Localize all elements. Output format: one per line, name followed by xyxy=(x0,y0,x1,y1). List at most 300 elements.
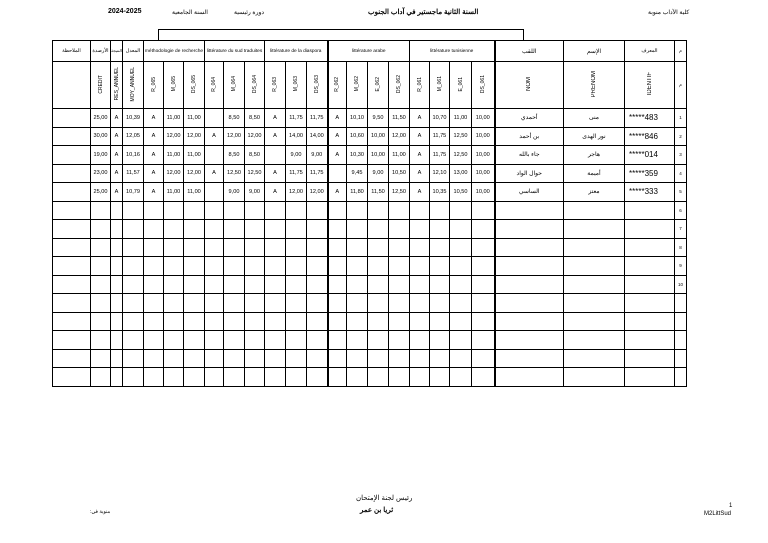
cell-ds064 xyxy=(245,349,265,368)
cell-ds063 xyxy=(307,220,328,239)
cell-e061: 10,50 xyxy=(450,183,472,202)
r065-subheader: R_065 xyxy=(144,62,164,109)
cell-m064 xyxy=(224,220,245,239)
cell-credit xyxy=(91,275,111,294)
cell-r062 xyxy=(328,164,347,183)
moyenne-header: المعدل xyxy=(123,41,144,62)
cell-credit xyxy=(91,201,111,220)
litt-diaspora-header: littérature de la diaspora xyxy=(265,41,328,62)
document-code: M2LittSud xyxy=(704,511,732,517)
identifiant-header: المعرف xyxy=(625,41,675,62)
president-title: رئيس لجنة الإمتحان xyxy=(356,495,413,502)
cell-r062: A xyxy=(328,146,347,165)
session-label: دورة رئيسية xyxy=(234,10,265,16)
cell-e061 xyxy=(450,238,472,257)
cell-note xyxy=(53,220,91,239)
table-row xyxy=(53,349,687,368)
cell-m062: 10,30 xyxy=(347,146,368,165)
cell-ds065 xyxy=(184,220,205,239)
cell-moy xyxy=(123,294,144,313)
remarque-header: الملاحظة xyxy=(53,41,91,62)
cell-moy xyxy=(123,201,144,220)
m065-subheader: M_065 xyxy=(164,62,184,109)
cell-e062 xyxy=(368,294,389,313)
res-annuel-subheader: RES_ANNUEL xyxy=(111,62,123,109)
cell-nom: أحمدي xyxy=(495,109,564,128)
remarque-subheader xyxy=(53,62,91,109)
cell-r063 xyxy=(265,146,286,165)
cell-r063 xyxy=(265,331,286,350)
cell-ds063: 12,00 xyxy=(307,183,328,202)
cell-m061: 10,00 xyxy=(472,127,495,146)
cell-row-number xyxy=(675,331,687,350)
cell-ds061: 12,10 xyxy=(430,164,450,183)
cell-e061 xyxy=(450,294,472,313)
cell-prenom: نور الهدى xyxy=(564,127,625,146)
cell-m061 xyxy=(472,312,495,331)
cell-row-number: 4 xyxy=(675,164,687,183)
cell-r061 xyxy=(410,294,430,313)
cell-r062 xyxy=(328,257,347,276)
table-row xyxy=(53,183,687,202)
cell-m064 xyxy=(224,368,245,387)
cell-ds062: 11,50 xyxy=(389,109,410,128)
cell-r065 xyxy=(144,312,164,331)
cell-r062 xyxy=(328,368,347,387)
cell-r062 xyxy=(328,331,347,350)
cell-r065 xyxy=(144,238,164,257)
cell-nom xyxy=(495,220,564,239)
cell-r061 xyxy=(410,275,430,294)
cell-ds064: 9,00 xyxy=(245,183,265,202)
cell-m061 xyxy=(472,201,495,220)
cell-m064 xyxy=(224,331,245,350)
cell-m064 xyxy=(224,275,245,294)
cell-nom xyxy=(495,368,564,387)
cell-r061 xyxy=(410,257,430,276)
cell-nom xyxy=(495,349,564,368)
cell-identif xyxy=(625,312,675,331)
cell-row-number: 5 xyxy=(675,183,687,202)
litt-tunisienne-header: littérature tunisienne xyxy=(410,41,495,62)
cell-r062 xyxy=(328,220,347,239)
table-row xyxy=(53,368,687,387)
cell-m063 xyxy=(286,275,307,294)
cell-ds063 xyxy=(307,312,328,331)
cell-row-number: 1 xyxy=(675,109,687,128)
cell-moy xyxy=(123,349,144,368)
moy-annuel-subheader: MOY_ANNUEL xyxy=(123,62,144,109)
cell-m063: 11,75 xyxy=(286,164,307,183)
cell-m062: 10,60 xyxy=(347,127,368,146)
cell-ds065: 11,00 xyxy=(184,183,205,202)
cell-nom xyxy=(495,275,564,294)
cell-ds062 xyxy=(389,275,410,294)
cell-credit xyxy=(91,368,111,387)
cell-ds063 xyxy=(307,238,328,257)
cell-res xyxy=(111,201,123,220)
cell-ds061 xyxy=(430,312,450,331)
cell-ds064 xyxy=(245,257,265,276)
cell-e062: 10,00 xyxy=(368,127,389,146)
cell-identif xyxy=(625,201,675,220)
row-number-subheader: م xyxy=(675,62,687,109)
cell-m065: 11,00 xyxy=(164,146,184,165)
cell-e061: 12,50 xyxy=(450,146,472,165)
credit-header: الأرصدة xyxy=(91,41,111,62)
cell-ds063 xyxy=(307,294,328,313)
cell-ds063: 11,75 xyxy=(307,164,328,183)
cell-note xyxy=(53,109,91,128)
cell-note xyxy=(53,164,91,183)
cell-ds063 xyxy=(307,349,328,368)
cell-ds065: 11,00 xyxy=(184,146,205,165)
cell-e061 xyxy=(450,257,472,276)
cell-r064 xyxy=(205,312,224,331)
cell-moy xyxy=(123,220,144,239)
cell-m061 xyxy=(472,368,495,387)
cell-e061 xyxy=(450,368,472,387)
cell-nom xyxy=(495,331,564,350)
cell-e061: 11,00 xyxy=(450,109,472,128)
cell-m061 xyxy=(472,331,495,350)
cell-m063: 11,75 xyxy=(286,109,307,128)
table-top-frame xyxy=(158,29,524,40)
cell-prenom xyxy=(564,201,625,220)
cell-m065 xyxy=(164,201,184,220)
cell-m063 xyxy=(286,368,307,387)
cell-note xyxy=(53,294,91,313)
cell-res xyxy=(111,368,123,387)
cell-r064 xyxy=(205,349,224,368)
cell-r062 xyxy=(328,349,347,368)
table-row xyxy=(53,164,687,183)
cell-ds065 xyxy=(184,368,205,387)
resultat-header: النتيجة xyxy=(111,41,123,62)
cell-r064 xyxy=(205,109,224,128)
cell-r061: A xyxy=(410,109,430,128)
cell-r061: A xyxy=(410,146,430,165)
cell-prenom xyxy=(564,294,625,313)
cell-ds062: 12,50 xyxy=(389,183,410,202)
cell-m064 xyxy=(224,238,245,257)
cell-e062 xyxy=(368,201,389,220)
cell-r064: A xyxy=(205,127,224,146)
cell-ds061 xyxy=(430,257,450,276)
cell-ds064 xyxy=(245,238,265,257)
identif-subheader: IDENTIF xyxy=(625,62,675,109)
cell-m061 xyxy=(472,349,495,368)
cell-identif xyxy=(625,349,675,368)
cell-ds065 xyxy=(184,349,205,368)
cell-e062 xyxy=(368,257,389,276)
cell-ds061 xyxy=(430,220,450,239)
cell-res xyxy=(111,312,123,331)
cell-m062 xyxy=(347,220,368,239)
cell-r065 xyxy=(144,201,164,220)
cell-identif xyxy=(625,238,675,257)
cell-ds064: 12,00 xyxy=(245,127,265,146)
cell-m064 xyxy=(224,312,245,331)
cell-m064: 8,50 xyxy=(224,109,245,128)
cell-credit xyxy=(91,294,111,313)
cell-identif xyxy=(625,294,675,313)
cell-r061 xyxy=(410,368,430,387)
cell-m061 xyxy=(472,238,495,257)
nom-header: اللقب xyxy=(495,41,564,62)
table-row xyxy=(53,312,687,331)
cell-m063 xyxy=(286,201,307,220)
cell-credit xyxy=(91,331,111,350)
cell-prenom: أميمة xyxy=(564,164,625,183)
cell-r061 xyxy=(410,238,430,257)
cell-e061 xyxy=(450,349,472,368)
cell-e062: 11,50 xyxy=(368,183,389,202)
cell-moy xyxy=(123,275,144,294)
cell-moy xyxy=(123,238,144,257)
cell-m062 xyxy=(347,238,368,257)
cell-e061 xyxy=(450,220,472,239)
cell-r065 xyxy=(144,294,164,313)
subheader-row xyxy=(53,62,687,109)
cell-ds062 xyxy=(389,238,410,257)
cell-identif xyxy=(625,257,675,276)
cell-ds062 xyxy=(389,349,410,368)
cell-r063: A xyxy=(265,183,286,202)
cell-note xyxy=(53,368,91,387)
cell-m061: 10,00 xyxy=(472,183,495,202)
table-row xyxy=(53,201,687,220)
cell-ds063 xyxy=(307,257,328,276)
cell-m062 xyxy=(347,368,368,387)
cell-e061 xyxy=(450,312,472,331)
cell-nom xyxy=(495,238,564,257)
cell-moy xyxy=(123,368,144,387)
cell-m062 xyxy=(347,201,368,220)
cell-note xyxy=(53,201,91,220)
cell-r061 xyxy=(410,201,430,220)
cell-r065 xyxy=(144,349,164,368)
cell-nom: بن أحمد xyxy=(495,127,564,146)
cell-res: A xyxy=(111,127,123,146)
cell-ds064 xyxy=(245,201,265,220)
cell-prenom: معتز xyxy=(564,183,625,202)
table-row xyxy=(53,257,687,276)
cell-ds065 xyxy=(184,201,205,220)
cell-r065 xyxy=(144,368,164,387)
cell-r064 xyxy=(205,331,224,350)
cell-ds062: 12,00 xyxy=(389,127,410,146)
cell-row-number xyxy=(675,312,687,331)
cell-moy: 10,16 xyxy=(123,146,144,165)
cell-r061 xyxy=(410,312,430,331)
cell-r064 xyxy=(205,294,224,313)
cell-moy xyxy=(123,257,144,276)
cell-ds062 xyxy=(389,331,410,350)
ds064-subheader: DS_064 xyxy=(245,62,265,109)
cell-r065: A xyxy=(144,109,164,128)
cell-m061 xyxy=(472,275,495,294)
cell-r065: A xyxy=(144,164,164,183)
cell-m064 xyxy=(224,294,245,313)
cell-e062 xyxy=(368,275,389,294)
cell-m062 xyxy=(347,294,368,313)
cell-r064 xyxy=(205,275,224,294)
cell-moy: 10,79 xyxy=(123,183,144,202)
prenom-header: الإسم xyxy=(564,41,625,62)
ds065-subheader: DS_065 xyxy=(184,62,205,109)
cell-ds065 xyxy=(184,312,205,331)
cell-ds061: 10,70 xyxy=(430,109,450,128)
table-row xyxy=(53,146,687,165)
cell-ds062: 10,50 xyxy=(389,164,410,183)
cell-m062 xyxy=(347,349,368,368)
cell-m061: 10,00 xyxy=(472,109,495,128)
cell-e061: 13,00 xyxy=(450,164,472,183)
cell-r061 xyxy=(410,331,430,350)
cell-row-number xyxy=(675,294,687,313)
cell-prenom xyxy=(564,220,625,239)
cell-r063 xyxy=(265,220,286,239)
cell-m063 xyxy=(286,331,307,350)
cell-r063: A xyxy=(265,127,286,146)
cell-e062 xyxy=(368,238,389,257)
cell-ds063 xyxy=(307,201,328,220)
cell-identif: *****846 xyxy=(625,127,675,146)
cell-note xyxy=(53,312,91,331)
cell-m061 xyxy=(472,220,495,239)
cell-nom: جاء بالله xyxy=(495,146,564,165)
r062-subheader: R_062 xyxy=(328,62,347,109)
cell-res xyxy=(111,220,123,239)
cell-r064 xyxy=(205,368,224,387)
cell-ds061 xyxy=(430,201,450,220)
cell-ds065 xyxy=(184,257,205,276)
cell-ds064 xyxy=(245,331,265,350)
cell-prenom xyxy=(564,349,625,368)
cell-m065 xyxy=(164,349,184,368)
cell-note xyxy=(53,127,91,146)
cell-r065: A xyxy=(144,146,164,165)
cell-e061: 12,50 xyxy=(450,127,472,146)
m061-subheader: DS_061 xyxy=(472,62,495,109)
cell-e062: 10,00 xyxy=(368,146,389,165)
cell-r065 xyxy=(144,220,164,239)
cell-ds061 xyxy=(430,368,450,387)
cell-m063 xyxy=(286,238,307,257)
cell-ds061 xyxy=(430,349,450,368)
cell-ds061 xyxy=(430,294,450,313)
credit-subheader: CREDIT xyxy=(91,62,111,109)
table-row xyxy=(53,331,687,350)
cell-ds064 xyxy=(245,312,265,331)
cell-ds065: 11,00 xyxy=(184,109,205,128)
cell-credit xyxy=(91,349,111,368)
table-row xyxy=(53,220,687,239)
cell-moy: 12,05 xyxy=(123,127,144,146)
cell-nom xyxy=(495,294,564,313)
e061-subheader: E_061 xyxy=(450,62,472,109)
cell-note xyxy=(53,349,91,368)
cell-res xyxy=(111,275,123,294)
cell-row-number: 6 xyxy=(675,201,687,220)
cell-ds062 xyxy=(389,294,410,313)
cell-note xyxy=(53,183,91,202)
litt-sud-traduites-header: littérature du sud traduites xyxy=(205,41,265,62)
table-row xyxy=(53,275,687,294)
cell-res xyxy=(111,238,123,257)
cell-m065 xyxy=(164,294,184,313)
cell-note xyxy=(53,146,91,165)
cell-r061: A xyxy=(410,164,430,183)
cell-r064 xyxy=(205,146,224,165)
cell-r062 xyxy=(328,201,347,220)
cell-ds063 xyxy=(307,331,328,350)
place-date: منوبة في: xyxy=(90,509,111,515)
cell-r065 xyxy=(144,331,164,350)
cell-credit: 30,00 xyxy=(91,127,111,146)
cell-r062: A xyxy=(328,127,347,146)
cell-ds061: 11,75 xyxy=(430,127,450,146)
cell-ds061 xyxy=(430,275,450,294)
cell-identif xyxy=(625,331,675,350)
cell-r065 xyxy=(144,275,164,294)
cell-ds063: 11,75 xyxy=(307,109,328,128)
cell-r065: A xyxy=(144,127,164,146)
cell-m064: 12,50 xyxy=(224,164,245,183)
cell-ds061 xyxy=(430,238,450,257)
cell-r061 xyxy=(410,349,430,368)
m063-subheader: M_063 xyxy=(286,62,307,109)
cell-moy xyxy=(123,331,144,350)
cell-ds061 xyxy=(430,331,450,350)
table-row xyxy=(53,294,687,313)
cell-row-number xyxy=(675,368,687,387)
table-row xyxy=(53,127,687,146)
cell-r063 xyxy=(265,238,286,257)
cell-r063 xyxy=(265,368,286,387)
cell-ds064 xyxy=(245,275,265,294)
cell-ds063: 14,00 xyxy=(307,127,328,146)
cell-m065 xyxy=(164,368,184,387)
cell-ds063 xyxy=(307,275,328,294)
table-row xyxy=(53,109,687,128)
cell-row-number xyxy=(675,349,687,368)
academic-year-label: السنة الجامعية xyxy=(172,10,208,16)
cell-r063 xyxy=(265,275,286,294)
cell-r063: A xyxy=(265,109,286,128)
cell-e062 xyxy=(368,349,389,368)
cell-nom xyxy=(495,201,564,220)
cell-identif: *****333 xyxy=(625,183,675,202)
cell-r063 xyxy=(265,349,286,368)
cell-moy: 11,57 xyxy=(123,164,144,183)
cell-m065: 12,00 xyxy=(164,164,184,183)
cell-m064: 9,00 xyxy=(224,183,245,202)
cell-m062 xyxy=(347,257,368,276)
cell-m061 xyxy=(472,257,495,276)
cell-res xyxy=(111,294,123,313)
cell-identif: *****014 xyxy=(625,146,675,165)
cell-m065: 11,00 xyxy=(164,183,184,202)
cell-e062: 9,00 xyxy=(368,164,389,183)
cell-ds062 xyxy=(389,201,410,220)
cell-credit: 19,00 xyxy=(91,146,111,165)
cell-ds062: 11,00 xyxy=(389,146,410,165)
cell-m063 xyxy=(286,312,307,331)
r061-subheader: R_061 xyxy=(410,62,430,109)
cell-credit: 25,00 xyxy=(91,183,111,202)
